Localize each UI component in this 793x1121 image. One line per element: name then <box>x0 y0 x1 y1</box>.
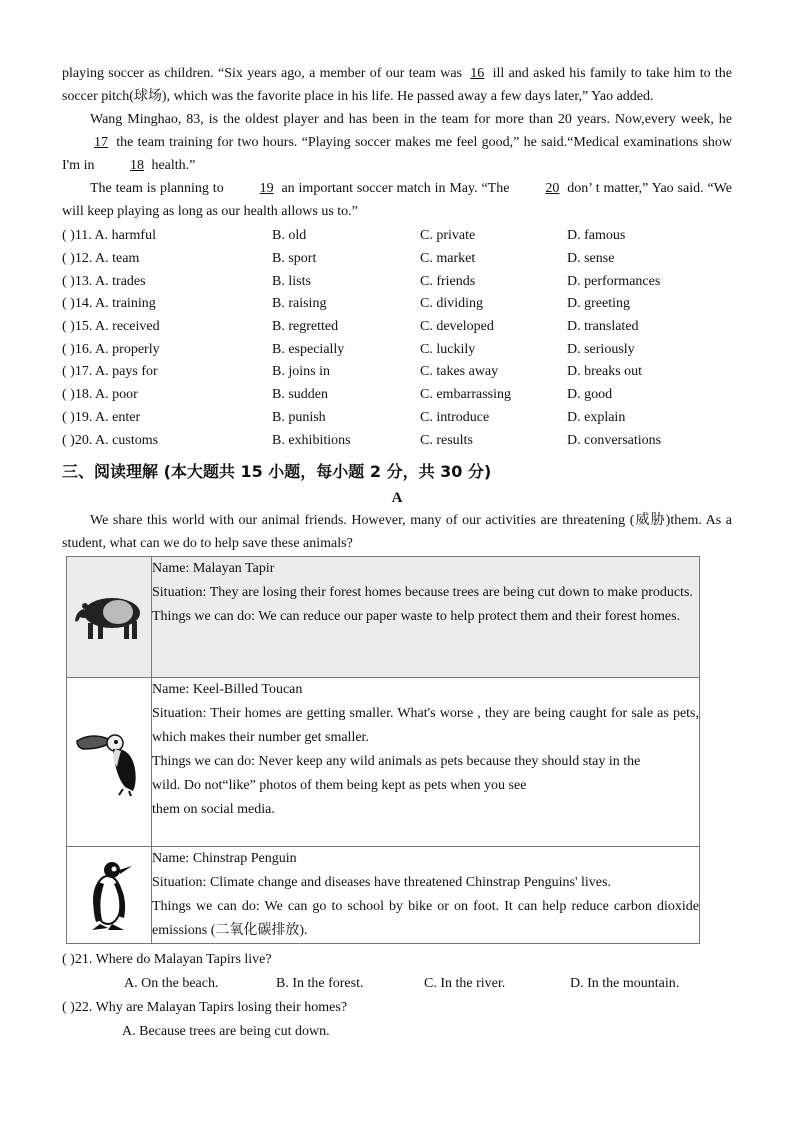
text-cell: Name: Chinstrap Penguin Situation: Climate change and diseases have threatened Chinstrap Penguins' lives. Things we can do: We can go to school by bike or on foot. It can help reduce carbon dioxide emissions (二氧化碳排放). <box>152 846 700 943</box>
text-cell: Name: Keel-Billed Toucan Situation: Their homes are getting smaller. What's worse , they are being caught for sale as pets, which makes their number get smaller. Things we can do: Never keep any wild animals as pets because they should stay in the wild. Do not“like” photos of them being kept as pets when you see them on social media. <box>152 677 700 846</box>
cloze-paragraph-2: Wang Minghao, 83, is the oldest player and has been in the team for more than 20 years. Now,every week, he 17 the team training for two hours. “Playing soccer makes me feel good,” he said.“Medical examinations show I'm in 18 health.” <box>62 108 732 177</box>
section-title: 三、阅读理解 (本大题共 15 小题，每小题 2 分，共 30 分) <box>62 461 492 481</box>
question-22: ( )22. Why are Malayan Tapirs losing their homes? <box>62 999 348 1015</box>
table-row <box>67 846 700 943</box>
table-row <box>67 556 700 677</box>
question-22-options: A. Because trees are being cut down. <box>122 1023 330 1039</box>
option-row: ( )18. A. poor B. sudden C. embarrassing D. good <box>62 387 613 403</box>
text-cell: Name: Malayan Tapir Situation: They are losing their forest homes because trees are being cut down to make products. Things we can do: We can reduce our paper waste to help protect them and their forest homes. <box>152 556 700 677</box>
animals-table <box>66 556 700 944</box>
passage-intro: We share this world with our animal friends. However, many of our activities are threatening (威胁)them. As a student, what can we do to help save these animals? <box>62 512 732 551</box>
option-row: ( )15. A. received B. regretted C. developed D. translated <box>62 319 639 335</box>
tapir-icon <box>72 589 146 645</box>
passage-letter: A <box>391 489 403 506</box>
blank-20: 20 <box>545 181 560 196</box>
exam-page <box>62 62 732 1044</box>
option-row: ( )20. A. customs B. exhibitions C. results D. conversations <box>62 432 662 448</box>
option-row: ( )13. A. trades B. lists C. friends D. performances <box>62 273 661 289</box>
image-cell <box>67 556 152 677</box>
option-row: ( )12. A. team B. sport C. market D. sense <box>62 251 615 267</box>
cloze-options <box>62 225 732 452</box>
blank-16: 16 <box>470 66 485 81</box>
blank-18: 18 <box>129 158 144 173</box>
image-cell <box>67 677 152 846</box>
toucan-icon <box>73 727 145 797</box>
option-row: ( )16. A. properly B. especially C. luckily D. seriously <box>62 341 635 357</box>
blank-19: 19 <box>259 181 274 196</box>
option-row: ( )19. A. enter B. punish C. introduce D. explain <box>62 409 626 425</box>
question-21-options: A. On the beach. B. In the forest. C. In the river. D. In the mountain. <box>124 975 680 991</box>
penguin-icon <box>78 858 140 932</box>
cloze-paragraph-1: playing soccer as children. “Six years ago, a member of our team was 16 ill and asked his family to take him to the soccer pitch(球场), which was the favorite place in his life. He passed away a few days later,” Yao added. <box>62 62 732 108</box>
option-row: ( )14. A. training B. raising C. dividing D. greeting <box>62 296 630 312</box>
question-21: ( )21. Where do Malayan Tapirs live? <box>62 951 272 967</box>
table-row <box>67 677 700 846</box>
option-row: ( )11. A. harmful B. old C. private D. famous <box>62 228 626 244</box>
option-row: ( )17. A. pays for B. joins in C. takes away D. breaks out <box>62 364 643 380</box>
blank-17: 17 <box>94 135 108 150</box>
image-cell <box>67 846 152 943</box>
cloze-paragraph-3: The team is planning to 19 an important soccer match in May. “The 20 don’ t matter,” Yao said. “We will keep playing as long as our health allows us to.” <box>62 177 732 223</box>
